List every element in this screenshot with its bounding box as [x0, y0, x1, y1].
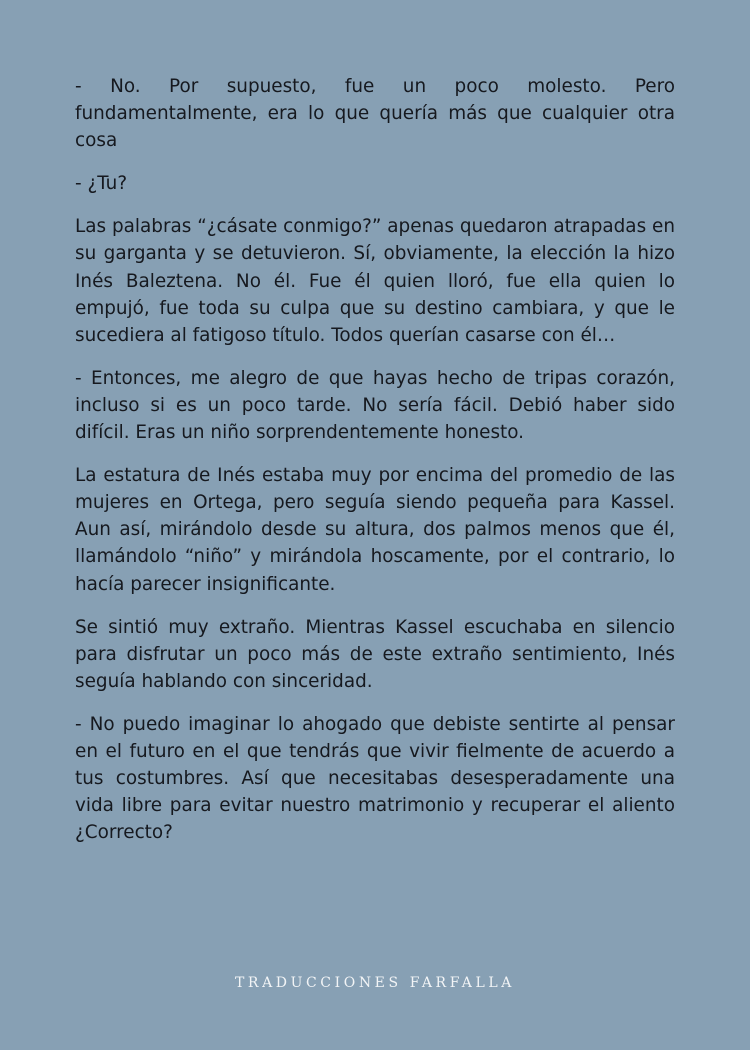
footer-credit: TRADUCCIONES FARFALLA: [234, 975, 515, 991]
paragraph: - No. Por supuesto, fue un poco molesto. Pero fundamentalmente, era lo que quería más que cualquier otra cosa: [75, 76, 675, 152]
paragraph: - No puedo imaginar lo ahogado que debiste sentirte al pensar en el futuro en el que tendrás que vivir fielmente de acuerdo a tus costumbres. Así que necesitabas desesperadamente una vida libre para evitar nuestro matrimonio y recuperar el aliento ¿Correcto?: [75, 713, 675, 844]
paragraph: La estatura de Inés estaba muy por encima del promedio de las mujeres en Ortega, pero seguía siendo pequeña para Kassel. Aun así, mirándolo desde su altura, dos palmos menos que él, llamándolo “niño” y mirándola hoscamente, por el contrario, lo hacía parecer insignificante.: [75, 465, 675, 595]
paragraph: - ¿Tu?: [75, 173, 128, 195]
paragraph: Se sintió muy extraño. Mientras Kassel escuchaba en silencio para disfrutar un poco más de este extraño sentimiento, Inés seguía hablando con sinceridad.: [75, 616, 675, 692]
paragraph: Las palabras “¿cásate conmigo?” apenas quedaron atrapadas en su garganta y se detuvieron. Sí, obviamente, la elección la hizo Inés Baleztena. No él. Fue él quien lloró, fue ella quien lo empujó, fue toda su culpa que su destino cambiara, y que le sucediera al fatigoso título. Todos querían casarse con él…: [75, 216, 675, 346]
paragraph: - Entonces, me alegro de que hayas hecho de tripas corazón, incluso si es un poco tarde. No sería fácil. Debió haber sido difícil. Eras un niño sorprendentemente honesto.: [75, 367, 675, 444]
body-text: [75, 73, 675, 862]
